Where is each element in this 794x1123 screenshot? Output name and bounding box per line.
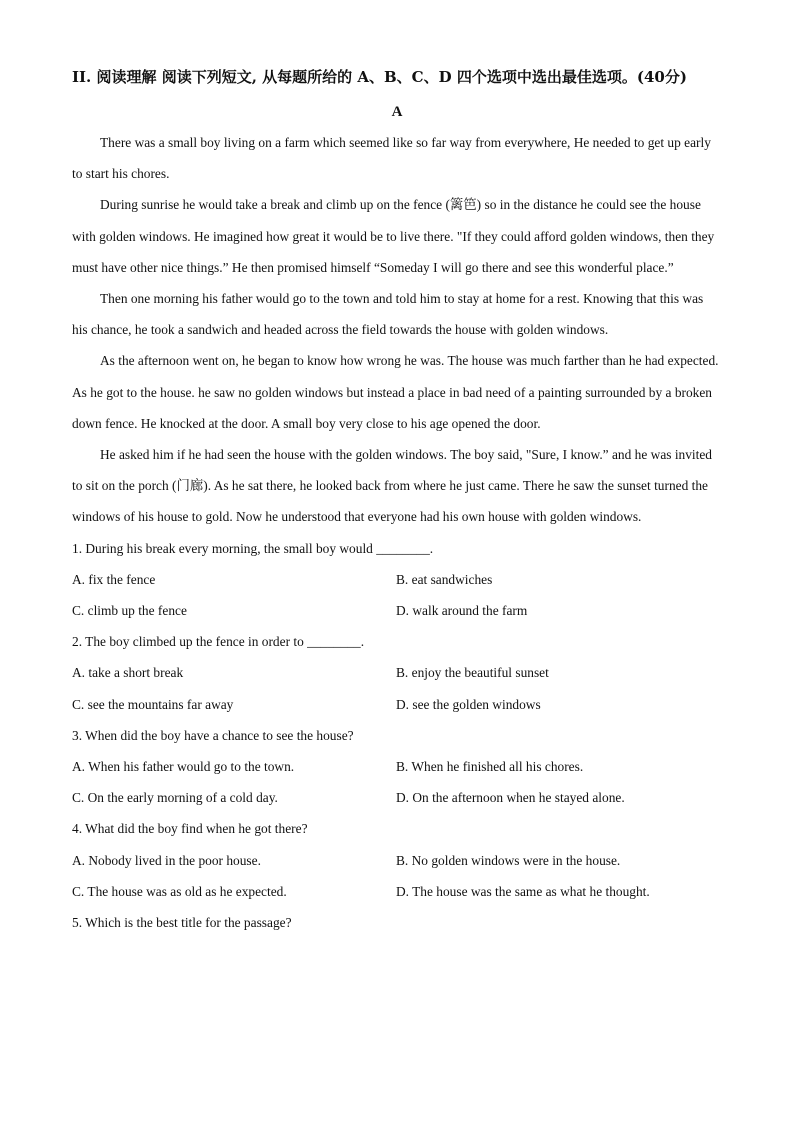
option-c: C. climb up the fence [72,603,187,619]
option-grid [72,564,722,626]
option-a: A. When his father would go to the town. [72,759,295,775]
document-page [72,62,722,938]
question-2 [72,626,722,720]
option-grid [72,751,722,813]
question-stem: 1. During his break every morning, the small boy would ________. [72,540,434,556]
option-c: C. The house was as old as he expected. [72,883,287,899]
option-d: D. On the afternoon when he stayed alone. [396,790,625,806]
passage-paragraph: As the afternoon went on, he began to know how wrong he was. The house was much farther than he had expected. As he got to the house. he saw no golden windows but instead a place in bad need of a painting surrounded by a broken down fence. He knocked at the door. A small boy very close to his age opened the door. [72,353,719,431]
question-list [72,533,722,939]
option-b: B. No golden windows were in the house. [396,852,621,868]
passage-body [72,127,722,533]
option-d: D. The house was the same as what he thought. [396,883,650,899]
question-stem: 2. The boy climbed up the fence in order to ________. [72,634,365,650]
question-3 [72,720,722,814]
option-grid [72,845,722,907]
option-b: B. When he finished all his chores. [396,759,584,775]
passage-paragraph: He asked him if he had seen the house with the golden windows. The boy said, "Sure, I know.” and he was invited to sit on the porch (门廊). As he sat there, he looked back from where he just came. There he saw the sunset turned the windows of his house to gold. Now he understood that everyone had his own house with golden windows. [72,447,713,525]
passage-paragraph: Then one morning his father would go to the town and told him to stay at home for a rest. Knowing that this was his chance, he took a sandwich and headed across the field towards the house with golden windows. [72,291,704,338]
option-grid [72,657,722,719]
question-4 [72,813,722,907]
question-5 [72,907,722,938]
option-d: D. walk around the farm [396,603,528,619]
passage-paragraph: During sunrise he would take a break and climb up on the fence (篱笆) so in the distance he could see the house with golden windows. He imagined how great it would be to live there. "If they could afford golden windows, then they must have other nice things.” He then promised himself “Someday I will go there and see this wonderful place.” [72,197,715,275]
option-a: A. fix the fence [72,571,156,587]
question-1 [72,533,722,627]
question-stem: 3. When did the boy have a chance to see the house? [72,727,354,743]
question-stem: 5. Which is the best title for the passage? [72,915,292,931]
passage-paragraph: There was a small boy living on a farm which seemed like so far way from everywhere, He needed to get up early to start his chores. [72,135,711,182]
section-heading: II. 阅读理解 阅读下列短文, 从每题所给的 A、B、C、D 四个选项中选出最佳选项。(40分) [72,68,687,86]
passage-title: A [391,104,403,120]
option-b: B. eat sandwiches [396,571,493,587]
option-b: B. enjoy the beautiful sunset [396,665,549,681]
option-d: D. see the golden windows [396,696,541,712]
option-a: A. take a short break [72,665,184,681]
option-a: A. Nobody lived in the poor house. [72,852,261,868]
option-c: C. see the mountains far away [72,696,234,712]
option-c: C. On the early morning of a cold day. [72,790,278,806]
question-stem: 4. What did the boy find when he got there? [72,821,308,837]
